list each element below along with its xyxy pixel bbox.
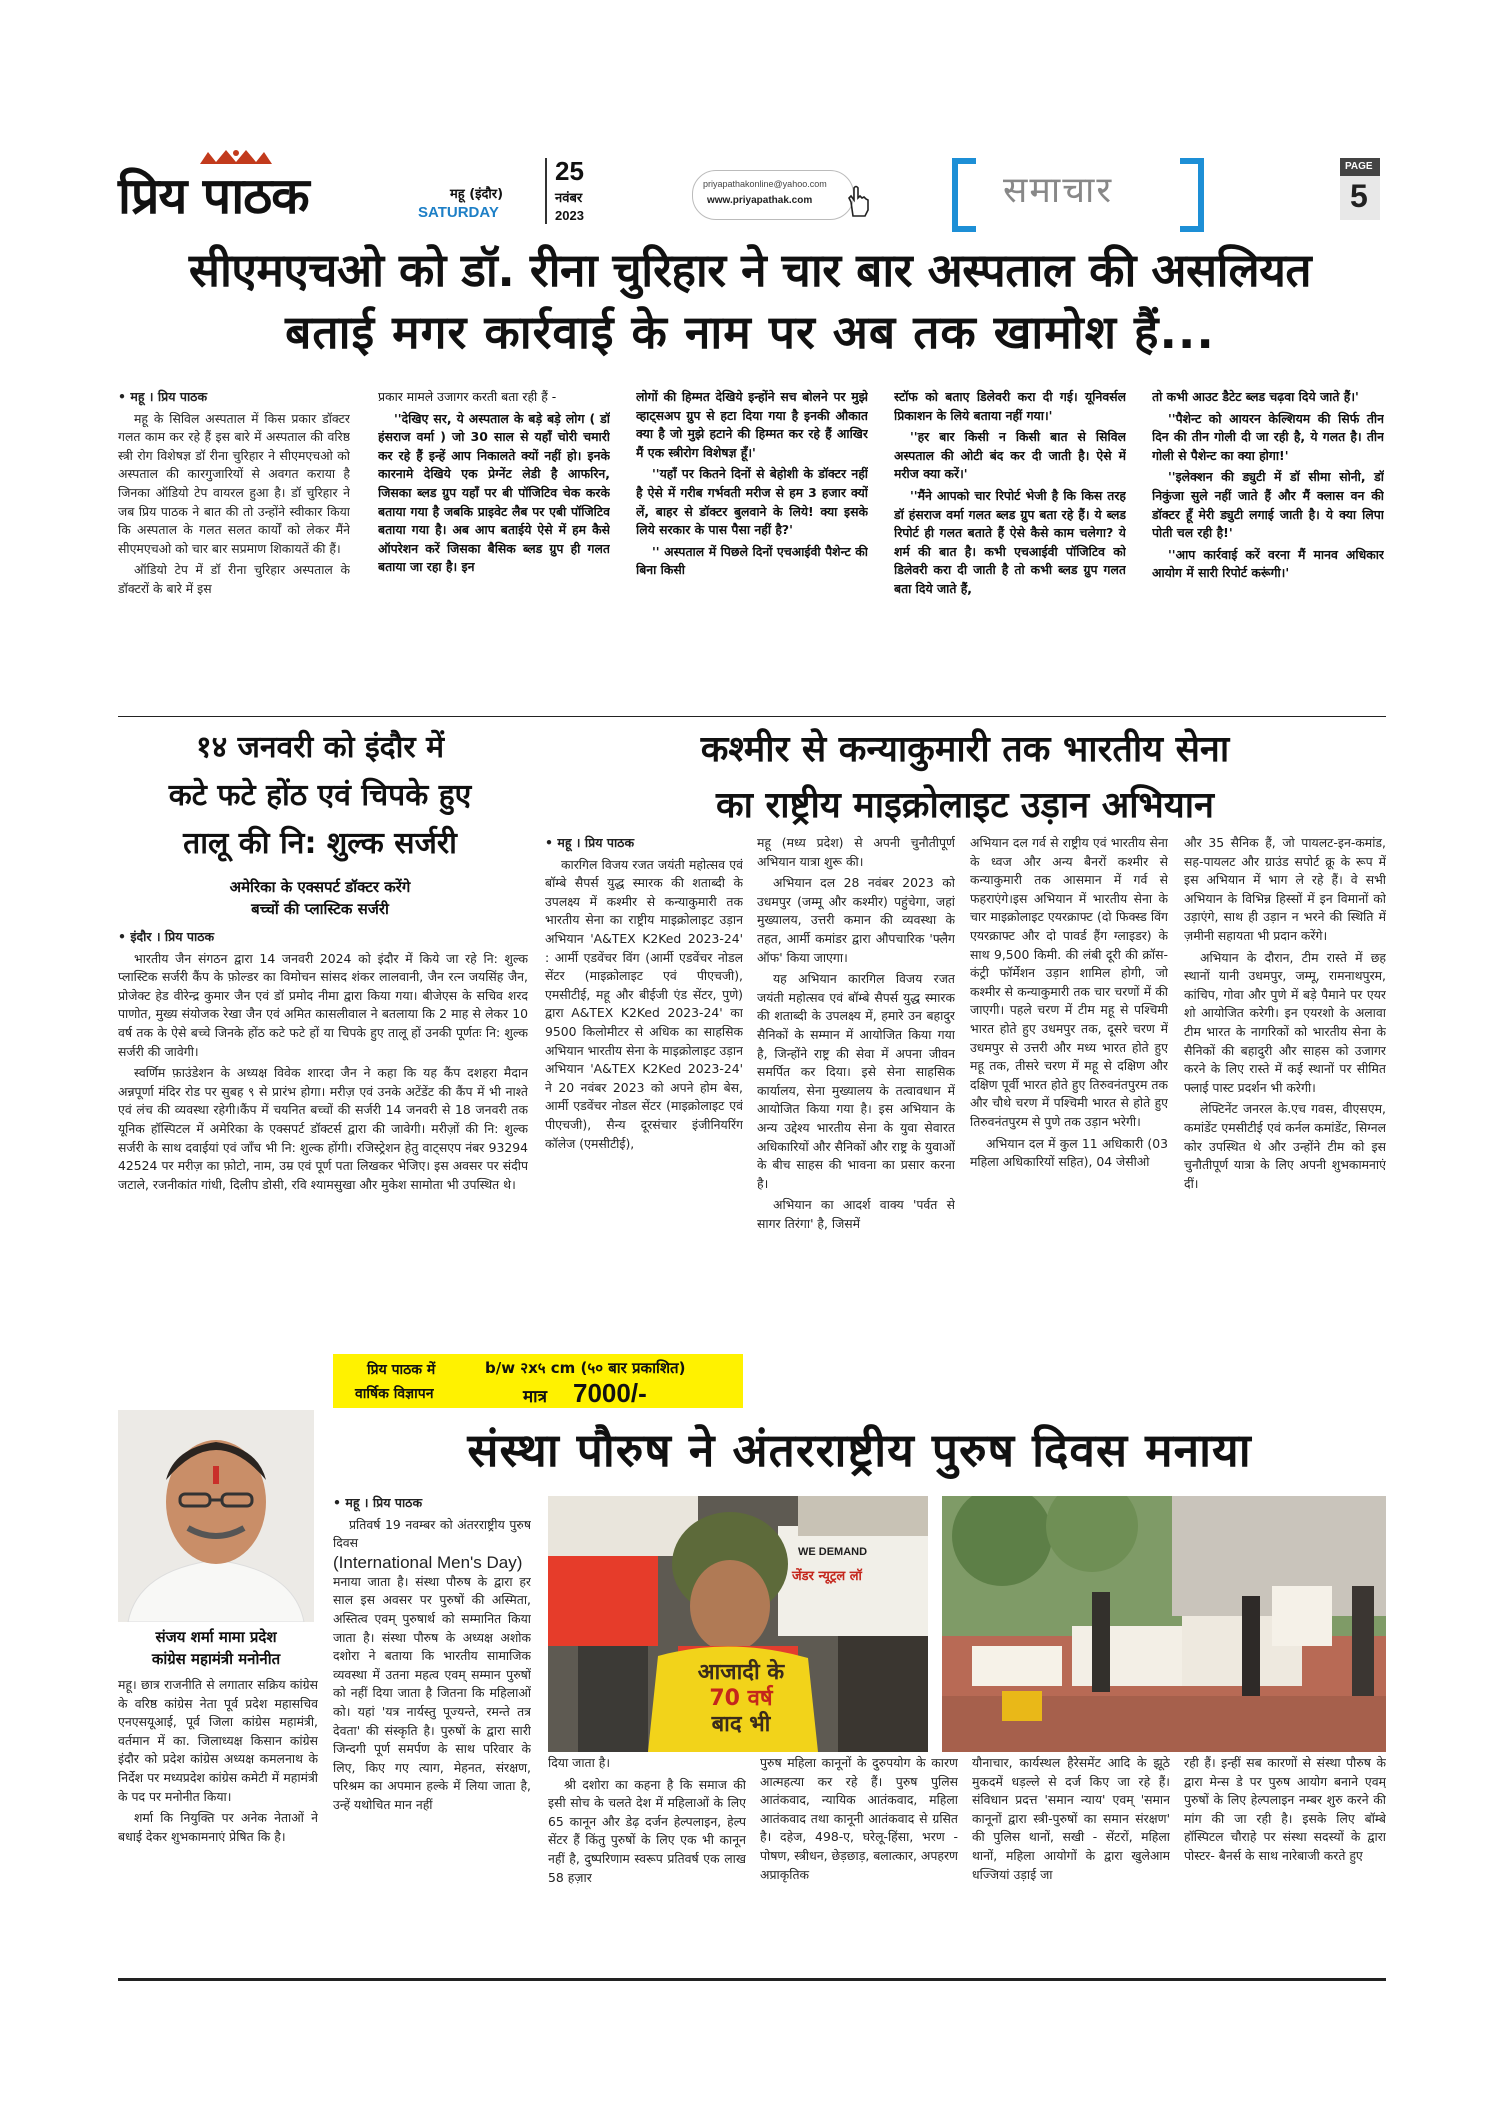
- byline: • महू । प्रिय पाठक: [333, 1495, 423, 1510]
- lead-headline-2: बताई मगर कार्रवाई के नाम पर अब तक खामोश हैं...: [285, 305, 1215, 359]
- paragraph: अभियान दल 28 नवंबर 2023 को उधमपुर (जम्मू और कश्मीर) पहुंचेगा, जहां मुख्यालय, उत्तरी कमान की व्यवस्था के तहत, आर्मी कमांडर द्वारा औपचारिक 'फ्लैग ऑफ' किया जाएगा।: [757, 875, 955, 965]
- headline-line: १४ जनवरी को इंदौर में: [195, 730, 445, 765]
- surgery-headline: [110, 724, 530, 868]
- paragraph: प्रकार मामले उजागर करती बता रही हैं -: [378, 389, 557, 404]
- page-num: 5: [1350, 178, 1368, 214]
- ad-price-label: मात्र: [523, 1387, 547, 1407]
- paragraph: मनाया जाता है। संस्था पौरुष के द्वारा हर साल इस अवसर पर पुरुषों की अस्मिता, अस्तित्व एवम् पुरुषार्थ को सम्मानित किया जाता है। संस्था पौरुष के अध्यक्ष अशोक दशोरा ने बताया कि भारतीय सामाजिक व्यवस्था में उतना महत्व एवम् सम्मान पुरुषों को नहीं दिया जाता है जितना कि महिलाओं को। यहां 'यत्र नार्यस्तु पूज्यन्ते, रमन्ते तत्र देवता' की संस्कृति है। पुरुषों के द्वारा सारी जिन्दगी पूर्ण समर्पण के साथ परिवार के लिए, किए गए त्याग, मेहनत, संरक्षण, परिश्रम का अपमान हल्के में लिया जाता है, उन्हें यथोचित मान नहीं: [333, 1573, 531, 1812]
- paragraph: महू (मध्य प्रदेश) से अपनी चुनौतीपूर्ण अभियान यात्रा शुरू की।: [757, 835, 955, 869]
- kashmir-col-2: [757, 834, 955, 1400]
- logo: [118, 152, 368, 225]
- kashmir-col-4: [1184, 834, 1386, 1400]
- photo-tshirt-text: आजादी के 70 वर्ष बाद भी: [697, 1660, 785, 1737]
- page-label: PAGE: [1345, 161, 1373, 172]
- protest-photo-2: [942, 1496, 1386, 1752]
- section-bracket-left-icon: [952, 158, 976, 232]
- kashmir-headline: कश्मीर से कन्याकुमारी तक भारतीय सेना का राष्ट्रीय माइक्रोलाइट उड़ान अभियान: [700, 729, 1230, 826]
- paragraph: यौनाचार, कार्यस्थल हैरेसमेंट आदि के झूठे मुकदमें धड़ल्ले से दर्ज किए जा रहे हैं। संविधान प्रदत्त 'समान न्याय' एवम् 'समान कानूनों द्वारा स्त्री-पुरुषों का समान संरक्षण' की पुलिस थानों, सखी - सेंटरों, महिला थानों, महिला आयोगों के द्वारा खुलेआम धज्जियां उड़ाई जा: [972, 1755, 1170, 1882]
- paragraph: तो कभी आउट डैटेट ब्लड चढ़वा दिये जाते हैं।': [1152, 389, 1359, 404]
- website[interactable]: www.priyapathak.com: [707, 195, 813, 206]
- paurush-col-3: [760, 1754, 958, 1972]
- email[interactable]: priyapathakonline@yahoo.com: [703, 179, 827, 189]
- paragraph: ''हर बार किसी न किसी बात से सिविल अस्पताल की ओटी बंद कर दी जाती है। ऐसे में मरीज क्या करें।': [894, 429, 1126, 482]
- headline-line: कटे फटे होंठ एवं चिपके हुए: [168, 778, 472, 813]
- paragraph: यह अभियान कारगिल विजय रजत जयंती महोत्सव एवं बॉम्बे सैपर्स युद्ध स्मारक की शताब्दी के उपलक्ष्य में, हमारे उन बहादुर सैनिकों के सम्मान में आयोजित किया गया है, जिन्होंने राष्ट्र की सेवा में अपना जीवन समर्पित कर दिया। इसे सेना साहसिक कार्यालय, सेना मुख्यालय के तत्वावधान में आयोजित किया गया है। इस अभियान के अन्य उद्देश्य भारतीय सेना के युवा सेवारत अधिकारियों और सैनिकों और राष्ट्र के युवाओं के बीच साहस की भावना का प्रसार करना है।: [757, 971, 955, 1191]
- paragraph: श्री दशोरा का कहना है कि समाज की इसी सोच के चलते देश में महिलाओं के लिए 65 कानून और डेढ़ दर्जन हेल्पलाइन, हेल्प सेंटर हैं किंतु पुरुषों के लिए एक भी कानून नहीं है, दुष्परिणाम स्वरूप प्रतिवर्ष एक लाख 58 हज़ार: [548, 1776, 746, 1885]
- page-number-box: [1340, 158, 1380, 220]
- paragraph: भारतीय जैन संगठन द्वारा 14 जनवरी 2024 को इंदौर में किये जा रहे नि: शुल्क प्लास्टिक सर्जरी कैंप के फ़ोल्डर का विमोचन सांसद शंकर लालवानी, जैन रत्न जयसिंह जैन, प्रोजेक्ट हेड वीरेन्द्र कुमार जैन एवं डॉ प्रमोद नीमा द्वारा किया गया। बीजेएस के सचिव शरद पाणोत, मुख्य संयोजक रेखा जैन एवं अमित कासलीवाल ने बतलाया कि 2 माह से लेकर 10 वर्ष तक के ऐसे बच्चे जिनके होंठ कटे फटे हों या चिपके हुए तालू हों उनकी पूर्णतः नि: शुल्क सर्जरी की जावेगी।: [118, 950, 528, 1059]
- paragraph: स्वर्णिम फ़ाउंडेशन के अध्यक्ष विवेक शारदा जैन ने कहा कि यह कैंप दशहरा मैदान अन्नपूर्णा मंदिर रोड पर सुबह ९ से प्रारंभ होगा। मरीज़ एवं उनके अटेंडेंट की कैंप में भी नाश्ते एवं लंच की व्यवस्था रहेगी।कैंप में चयनित बच्चों की सर्जरी 14 जनवरी से 18 जनवरी तक यूनिक हॉस्पिटल में अमेरिका के एक्सपर्ट डॉक्टर्स द्वारा की जावेगी। मरीज़ों की नि: शुल्क सर्जरी के साथ दवाईयां एवं जाँच भी नि: शुल्क होंगी। रजिस्ट्रेशन हेतु वाट्सएप नंबर 93294 42524 पर मरीज़ का फ़ोटो, नाम, उम्र एवं पूर्ण पता लिखकर भेजिए। इस अवसर पर संदीप जटाले, रजनीकांत गांधी, दिलीप डोसी, रवि श्यामसुखा और मुकेश सामोता भी उपस्थित थे।: [118, 1065, 528, 1192]
- divider: [118, 716, 1386, 717]
- paragraph: स्टॉफ को बताए डिलेवरी करा दी गई। यूनिवर्सल प्रिकाशन के लिये बताया नहीं गया।': [894, 389, 1126, 423]
- portrait-caption: संजय शर्मा मामा प्रदेश कांग्रेस महामंत्री मनोनीत: [151, 1628, 281, 1668]
- sanjay-body: [118, 1676, 318, 1972]
- lead-headline-1: सीएमएचओ को डॉ. रीना चुरिहार ने चार बार अस्पताल की असलियत: [188, 243, 1312, 297]
- paragraph: महू। छात्र राजनीति से लगातार सक्रिय कांग्रेस के वरिष्ठ कांग्रेस नेता पूर्व प्रदेश महासचिव एनएसयूआई, पूर्व जिला कांग्रेस महामंत्री, वर्तमान में का. जिलाध्यक्ष किसान कांग्रेस इंदौर को प्रदेश कांग्रेस अध्यक्ष कमलनाथ के निर्देश पर मध्यप्रदेश कांग्रेस कमेटी में महामंत्री के पद पर मनोनीत किया।: [118, 1677, 318, 1804]
- photo-sign-text: WE DEMAND: [798, 1546, 868, 1558]
- paragraph: पुरुष महिला कानूनों के दुरुपयोग के कारण आत्महत्या कर रहे हैं। पुरुष पुलिस आतंकवाद, न्यायिक आतंकवाद, महिला आतंकवाद तथा कानूनी आतंकवाद से ग्रसित है। दहेज, 498-ए, घरेलू-हिंसा, भरण - पोषण, स्त्रीधन, छेड़छाड़, बलात्कार, अपहरण अप्राकृतिक: [760, 1755, 958, 1882]
- paragraph: ''इलेक्शन की ड्युटी में डॉ सीमा सोनी, डॉ निकुंजा सुले नहीं जाते हैं और मैं क्लास वन की डॉक्टर हूँ मेरी ड्युटी लगाई जाती है। ये क्या लिपा पोती चल रही है!': [1152, 469, 1384, 541]
- paragraph: प्रतिवर्ष 19 नवम्बर को अंतरराष्ट्रीय पुरुष दिवस: [333, 1516, 531, 1551]
- paragraph: लोगों की हिम्मत देखिये इन्होंने सच बोलने पर मुझे व्हाट्सअप ग्रुप से हटा दिया गया है इनकी औकात क्या है जो मुझे हटाने की हिम्मत कर रहे हैं आखिर मैं एक स्त्रीरोग विशेषज्ञ हूँ।': [636, 389, 868, 460]
- date-month: नवंबर: [555, 191, 583, 206]
- date-divider: [545, 158, 547, 224]
- section-title: समाचार: [1003, 170, 1114, 211]
- date-num: 25: [555, 156, 584, 186]
- paragraph: महू के सिविल अस्पताल में किस प्रकार डॉक्टर गलत काम कर रहे हैं इस बारे में अस्पताल की वरिष्ठ स्त्री रोग विशेषज्ञ डॉ रीना चुरिहार ने सीएमएचओ को अस्पताल की कारगुजारियों से अवगत कराया है जिनका ऑडियो टेप वायरल हुआ है। डॉ चुरिहार ने जब प्रिय पाठक ने बात की तो उन्होंने स्वीकार किया कि अस्पताल के गलत सलत कार्यों को लेकर मैंने सीएमएचओ को चार बार सप्रमाण शिकायतें की हैं।: [118, 410, 350, 556]
- protest-photo-1: [548, 1496, 928, 1752]
- paragraph: रही हैं। इन्हीं सब कारणों से संस्था पौरुष के द्वारा मेन्स डे पर पुरुष आयोग बनाने एवम् पुरुषों के लिए हेल्पलाइन नम्बर शुरु करने की मांग की जा रही है। इसके लिए बॉम्बे हॉस्पिटल चौराहे पर संस्था सदस्यों के द्वारा पोस्टर- बैनर्स के साथ नारेबाजी करते हुए: [1184, 1755, 1386, 1863]
- hand-pointer-icon: [845, 184, 871, 218]
- footer-rule: [118, 1978, 1386, 1981]
- paragraph: शर्मा कि नियुक्ति पर अनेक नेताओं ने बधाई देकर शुभकामनाएं प्रेषित कि है।: [118, 1810, 318, 1844]
- lead-col-5: [1152, 388, 1384, 706]
- lead-col-3: [636, 388, 868, 706]
- paragraph: ''आप कार्रवाई करें वरना मैं मानव अधिकार आयोग में सारी रिपोर्ट करूंगी।': [1152, 546, 1384, 581]
- contact-box: [692, 170, 854, 220]
- paragraph: कारगिल विजय रजत जयंती महोत्सव एवं बॉम्बे सैपर्स युद्ध स्मारक की शताब्दी के उपलक्ष्य में कश्मीर से कन्याकुमारी तक भारतीय सेना का राष्ट्रीय माइक्रोलाइट उड़ान अभियान 'A&TEX K2Ked 2023-24' : आर्मी एडवेंचर विंग (आर्मी एडवेंचर नोडल सेंटर (माइक्रोलाइट एवं पीएचजी), एमसीटीई, महू और बीईजी एंड सेंटर, पुणे) द्वारा A&TEX K2Ked 2023-24' का 9500 किलोमीटर से अधिक का साहसिक अभियान भारतीय सेना के माइक्रोलाइट उड़ान अभियान 'A&TEX K2Ked 2023-24' ने 20 नवंबर 2023 को अपने होम बेस, आर्मी एडवेंचर नोडल सेंटर (माइक्रोलाइट एवं पीएचजी), सैन्य दूरसंचार इंजीनियरिंग कॉलेज (एमसीटीई),: [545, 856, 743, 1151]
- portrait-photo: [118, 1410, 314, 1622]
- logo-text: प्रिय पाठक: [118, 167, 309, 225]
- paurush-col-1: [333, 1494, 531, 1972]
- section-bracket-right-icon: [1180, 158, 1204, 232]
- paragraph: (International Men's Day): [333, 1552, 523, 1572]
- ad-line-1: प्रिय पाठक में: [367, 1362, 436, 1378]
- city: महू (इंदौर): [450, 187, 504, 202]
- byline: • महू । प्रिय पाठक: [545, 835, 635, 850]
- paragraph: ऑडियो टेप में डॉ रीना चुरिहार अस्पताल के डॉक्टरों के बारे में इस: [118, 562, 350, 596]
- ad-size: b/w २x५ cm (५० बार प्रकाशित): [485, 1359, 686, 1377]
- kashmir-col-3: [970, 834, 1168, 1400]
- ad-line-2: वार्षिक विज्ञापन: [355, 1386, 434, 1402]
- masthead: [0, 140, 1500, 230]
- paragraph: '' अस्पताल में पिछले दिनों एचआईवी पैशेन्ट की बिना किसी: [636, 543, 868, 578]
- paragraph: और 35 सैनिक हैं, जो पायलट-इन-कमांड, सह-पायलट और ग्राउंड सपोर्ट क्रू के रूप में इस अभियान में भाग ले रहे हैं। वे सभी अभियान के विभिन्न हिस्सों में इन विमानों को उड़ाएंगे, साथ ही उड़ान न भरने की स्थिति में ज़मीनी सहायता भी प्रदान करेंगे।: [1184, 835, 1386, 943]
- lead-col-2: [378, 388, 610, 706]
- paragraph: अभियान का आदर्श वाक्य 'पर्वत से सागर तिरंगा' है, जिसमें: [757, 1197, 955, 1231]
- byline: • महू । प्रिय पाठक: [118, 389, 208, 404]
- paurush-col-2: [548, 1754, 746, 1972]
- paurush-headline: संस्था पौरुष ने अंतरराष्ट्रीय पुरुष दिवस मनाया: [467, 1423, 1252, 1477]
- surgery-body: [118, 928, 528, 1358]
- byline: • इंदौर । प्रिय पाठक: [118, 929, 215, 944]
- paragraph: लेफ्टिनेंट जनरल के.एच गवस, वीएसएम, कमांडेंट एमसीटीई एवं कर्नल कमांडेंट, सिग्नल कोर उपस्थित थे और उन्होंने टीम को इस चुनौतीपूर्ण यात्रा के लिए अपनी शुभकामनाएं दीं।: [1184, 1101, 1386, 1191]
- paragraph: ''देखिए सर, ये अस्पताल के बड़े बड़े लोग ( डॉ हंसराज वर्मा ) जो 30 साल से यहाँ चोरी चमारी कर रहे हैं इन्हें आप निकालते क्यों नहीं हो। इनके कारनामे देखिये एक प्रेग्नेंट लेडी है आफरिन, जिसका ब्लड ग्रुप यहाँ पर बी पॉजिटिव चेक करके बताया गया है जबकि प्राइवेट लैब पर एबी पॉजिटिव बताया गया है। अब आप बताईये ऐसे में हम कैसे ऑपरेशन करें जिसका बैसिक ब्लड ग्रुप ही गलत बताया जा रहा है। इन: [378, 410, 610, 575]
- kashmir-col-1: [545, 834, 743, 1312]
- date-year: 2023: [555, 208, 584, 223]
- weekday: SATURDAY: [418, 204, 499, 221]
- ad-price: 7000/-: [573, 1378, 647, 1408]
- paragraph: ''पैशेन्ट को आयरन केल्शियम की सिर्फ तीन दिन की तीन गोली दी जा रही है, ये गलत है। तीन गोली से पैशेन्ट का क्या होगा!': [1152, 410, 1384, 463]
- paragraph: ''यहाँ पर कितने दिनों से बेहोशी के डॉक्टर नहीं है ऐसे में गरीब गर्भवती मरीज से हम 3 हजार क्यों लें, बाहर से डॉक्टर बुलवाने के लिये! क्या इसके लिये सरकार के पास पैसा नहीं है?': [636, 466, 868, 538]
- paragraph: अभियान दल में कुल 11 अधिकारी (03 महिला अधिकारियों सहित), 04 जेसीओ: [970, 1135, 1168, 1170]
- ad-box[interactable]: [333, 1354, 743, 1408]
- paragraph: अभियान के दौरान, टीम रास्ते में छह स्थानों यानी उधमपुर, जम्मू, रामनाथपुरम, कांचिप, गोवा और पुणे में बड़े पैमाने पर एयर शो आयोजित करेगी। इन एयरशो के अलावा टीम भारत के नागरिकों को भारतीय सेना के सैनिकों की बहादुरी और साहस को उजागर करने के लिए रास्ते में कई स्थानों पर सीमित फ्लाई पास्ट प्रदर्शन भी करेगी।: [1184, 949, 1386, 1095]
- paragraph: दिया जाता है।: [548, 1755, 611, 1770]
- paurush-col-5: [1184, 1754, 1386, 1972]
- paragraph: ''मैंने आपको चार रिपोर्ट भेजी है कि किस तरह डॉ हंसराज वर्मा गलत ब्लड ग्रुप बता रहे हैं। ये ब्लड रिपोर्ट ही गलत बताते हैं ऐसे कैसे काम चलेगा? ये शर्म की बात है। कभी एचआईवी पॉजिटिव को डिलेवरी करा दी जाती है तो कभी ब्लड ग्रुप गलत बता दिये जाते हैं,: [894, 487, 1126, 596]
- headline-line: तालू की नि: शुल्क सर्जरी: [183, 826, 457, 861]
- photo-banner-text: जेंडर न्यूट्रल लॉ: [792, 1569, 862, 1584]
- surgery-subhead: अमेरिका के एक्सपर्ट डॉक्टर करेंगे बच्चों की प्लास्टिक सर्जरी: [229, 878, 411, 918]
- lead-col-1: [118, 388, 350, 706]
- paurush-col-4: [972, 1754, 1170, 1972]
- paragraph: अभियान दल गर्व से राष्ट्रीय एवं भारतीय सेना के ध्वज और अन्य बैनरों कश्मीर से कन्याकुमारी तक आसमान में गर्व से फहराएंगे।इस अभियान में भारतीय सेना के चार माइक्रोलाइट एयरक्राफ्ट (दो फिक्स्ड विंग एयरक्राफ्ट और दो पावर्ड हैंग ग्लाइडर) के साथ 9,500 किमी. की लंबी दूरी की क्रॉस-कंट्री फॉर्मेशन उड़ान शामिल होगी, जो कश्मीर से कन्याकुमारी तक चार चरणों में की जाएगी। पहले चरण में टीम महू से पश्चिमी भारत होते हुए उधमपुर तक, दूसरे चरण में उधमपुर से उत्तरी और मध्य भारत होते हुए महू तक, तीसरे चरण में महू से दक्षिण और दक्षिण पूर्वी भारत होते हुए तिरुवनंतपुरम तक और चौथे चरण में पश्चिमी भारत से होते हुए तिरुवनंतपुरम से पुणे तक उड़ान भरेगी।: [970, 835, 1168, 1129]
- lead-col-4: [894, 388, 1126, 706]
